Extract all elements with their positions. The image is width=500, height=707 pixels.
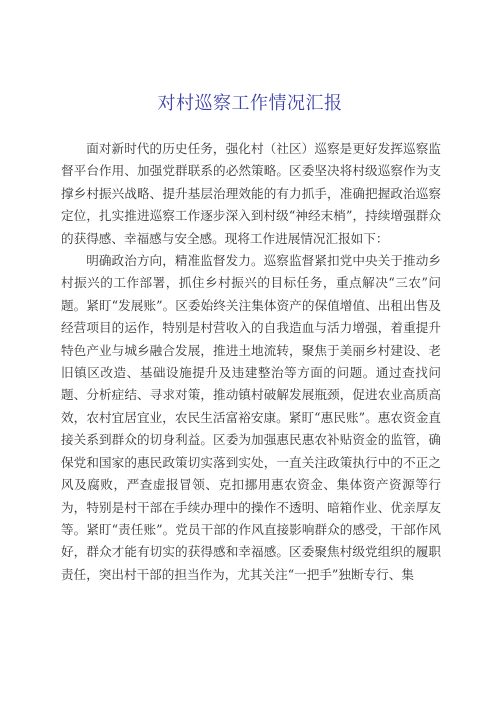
paragraph-intro: 面对新时代的历史任务，强化村（社区）巡察是更好发挥巡察监督平台作用、加强党群联系的必然策略。区委坚决将村级巡察作为支撑乡村振兴战略、提升基层治理效能的有力抓手，准确把握政治巡察定位，扎实推进巡察工作逐步深入到村级“神经末梢”，持续增强群众的获得感、幸福感与安全感。现将工作进展情况汇报如下： <box>61 141 441 246</box>
paragraph-political-direction: 明确政治方向，精准监督发力。巡察监督紧扣党中央关于推动乡村振兴的工作部署，抓住乡村振兴的目标任务，重点解决“三农”问题。紧盯“发展账”。区委始终关注集体资产的保值增值、出租出售及经营项目的运作，特别是村营收入的自我造血与活力增强，着重提升特色产业与城乡融合发展，推进土地流转，聚焦于美丽乡村建设、老旧镇区改造、基础设施提升及违建整治等方面的问题。通过查找问题、分析症结、寻求对策，推动镇村破解发展瓶颈，促进农业高质高效，农村宜居宜业，农民生活富裕安康。紧盯“惠民账”。惠农资金直接关系到群众的切身利益。区委为加强惠民惠农补贴资金的监管，确保党和国家的惠民政策切实落到实处，一直关注政策执行中的不正之风及腐败，严查虚报冒领、克扣挪用惠农资金、集体资产资源等行为，特别是村干部在手续办理中的操作不透明、暗箱作业、优亲厚友等。紧盯“责任账”。党员干部的作风直接影响群众的感受，干部作风好，群众才能有切实的获得感和幸福感。区委聚焦村级党组织的履职责任，突出村干部的担当作为，尤其关注“一把手”独断专行、集 <box>61 253 441 582</box>
document-body <box>61 138 441 586</box>
document-title: 对村巡察工作情况汇报 <box>157 93 343 114</box>
